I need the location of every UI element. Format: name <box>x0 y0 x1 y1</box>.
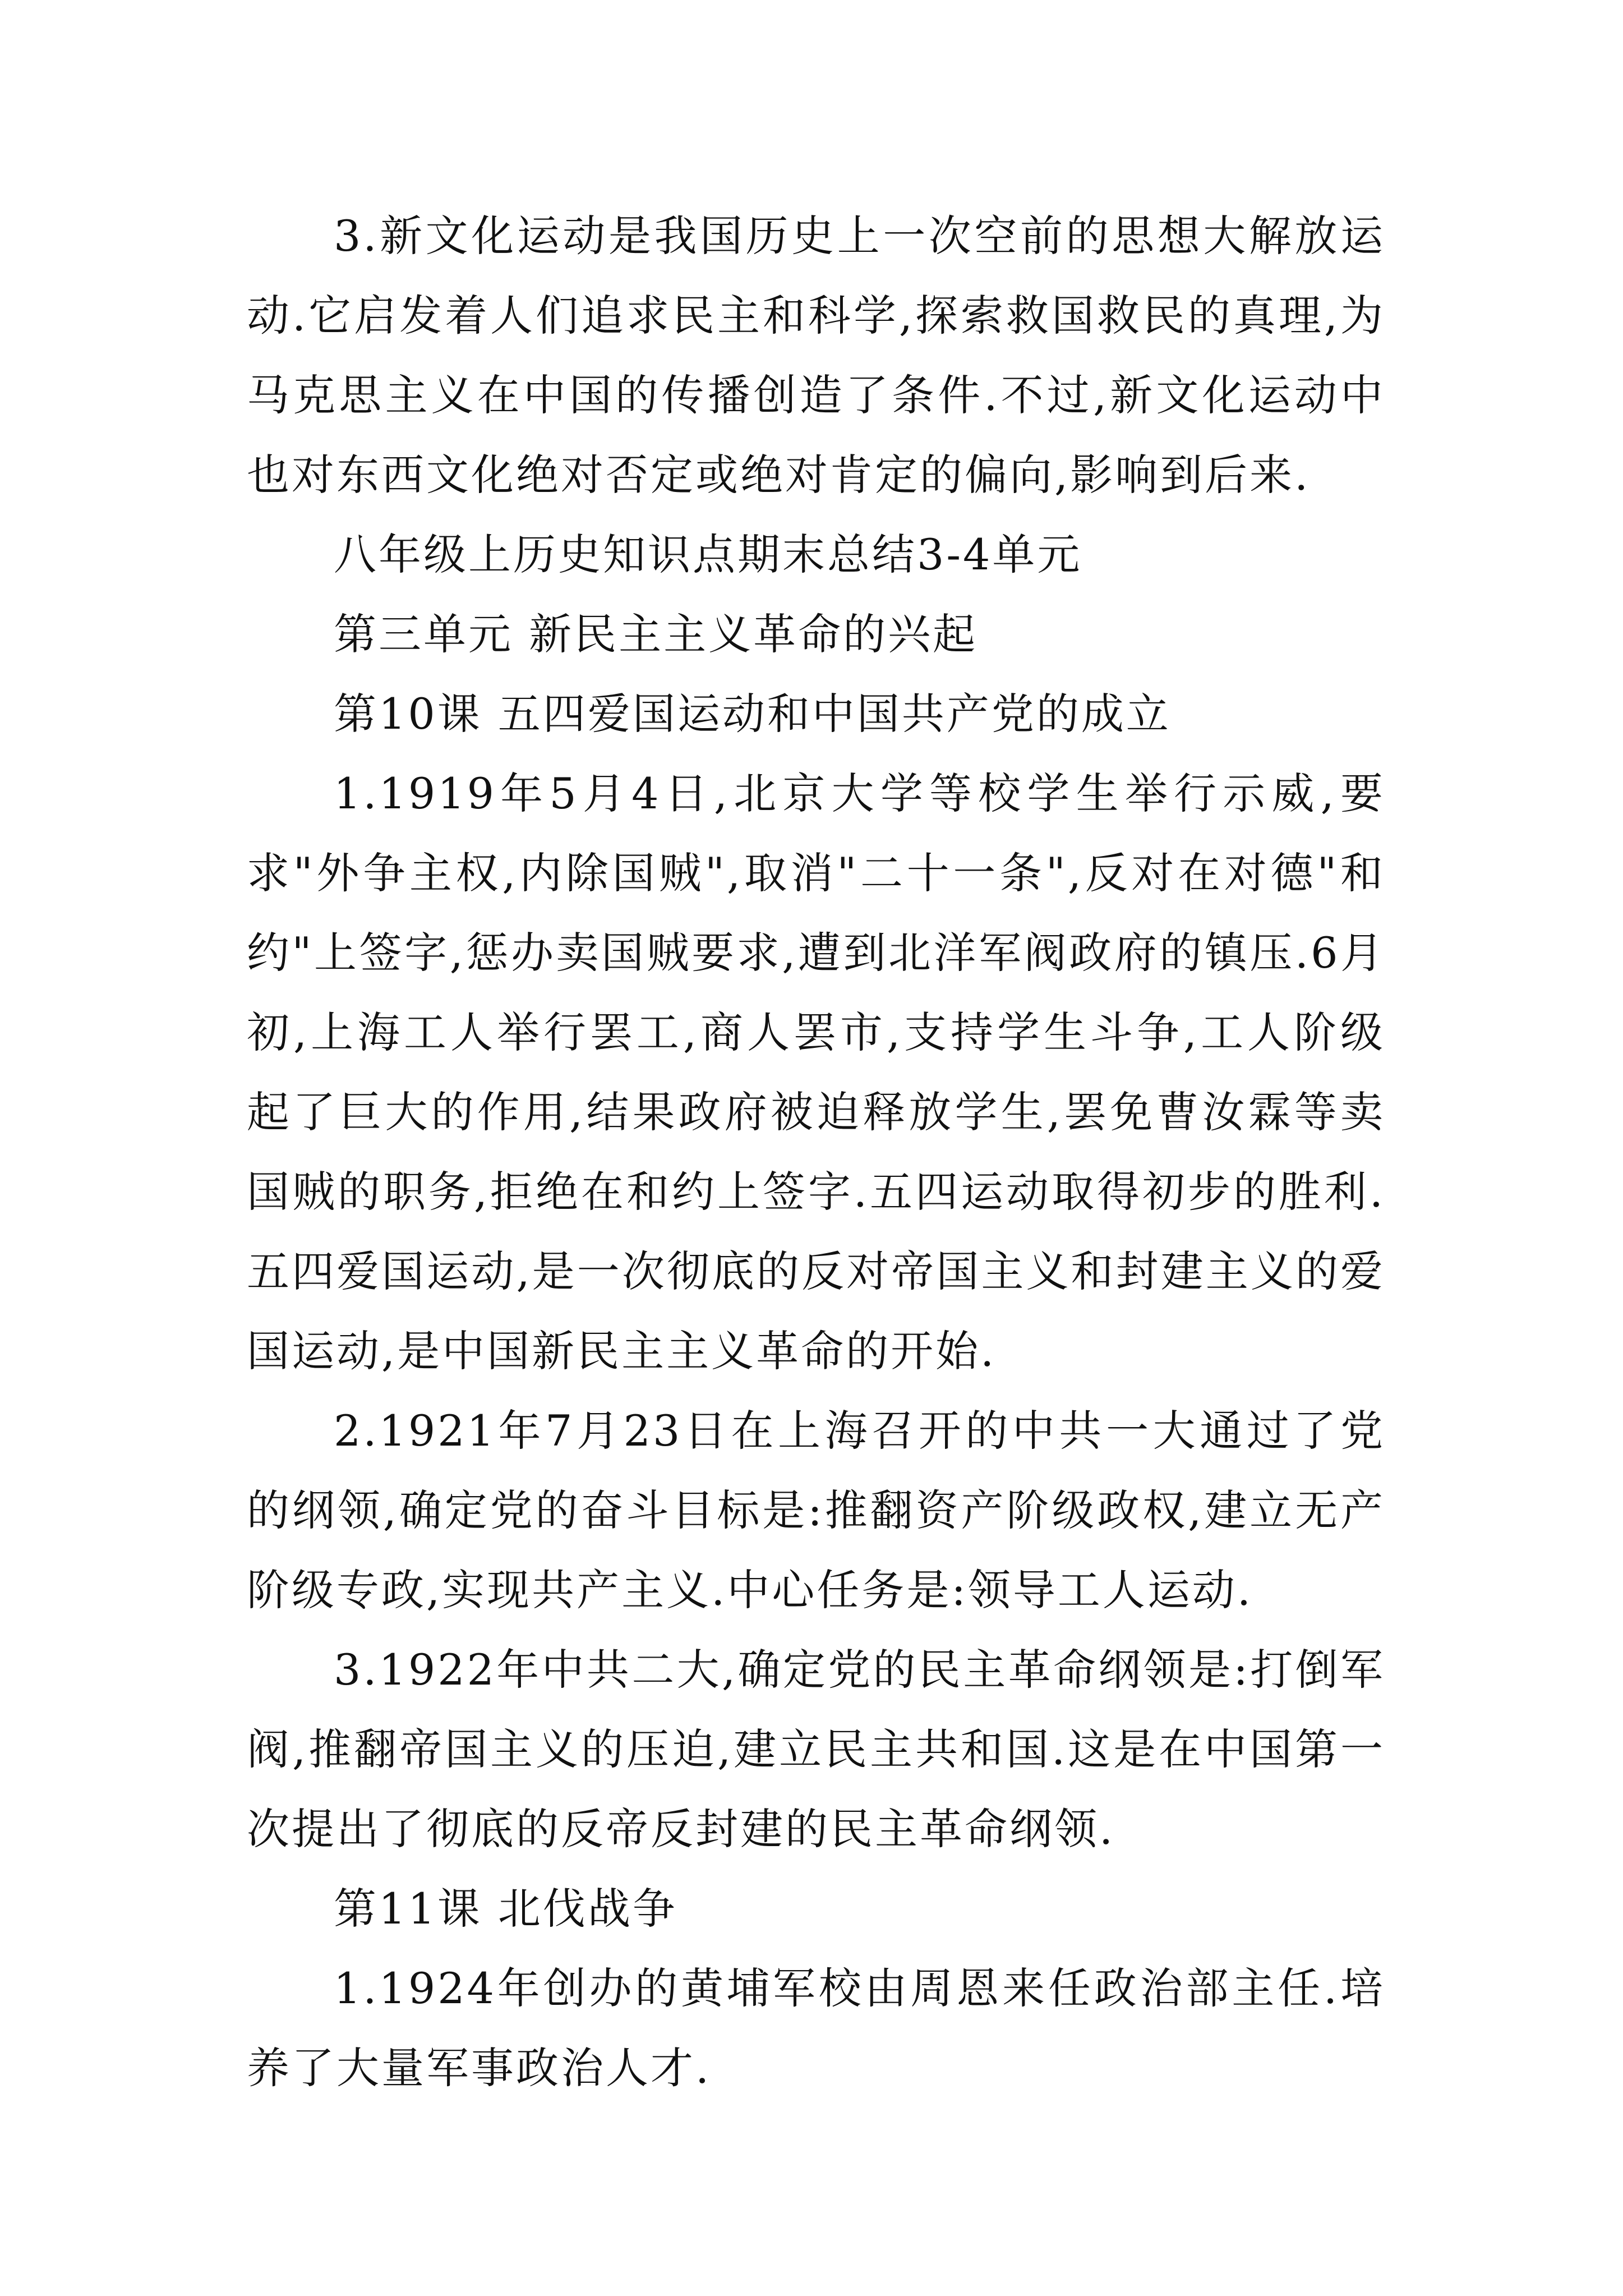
paragraph-whampoa-academy: 1.1924年创办的黄埔军校由周恩来任政治部主任.培养了大量军事政治人才. <box>247 1963 1385 2093</box>
paragraph-second-congress: 3.1922年中共二大,确定党的民主革命纲领是:打倒军阀,推翻帝国主义的压迫,建立民主共和国.这是在中国第一次提出了彻底的反帝反封建的民主革命纲领. <box>247 1645 1385 1854</box>
section-title: 八年级上历史知识点期末总结3-4单元 <box>334 530 1082 579</box>
paragraph-new-culture-movement: 3.新文化运动是我国历史上一次空前的思想大解放运动.它启发着人们追求民主和科学,探索救国救民的真理,为马克思主义在中国的传播创造了条件.不过,新文化运动中也对东西文化绝对否定或绝对肯定的偏向,影响到后来. <box>247 211 1385 500</box>
unit-title: 第三单元 新民主主义革命的兴起 <box>334 609 978 659</box>
document-body <box>247 196 1385 2108</box>
paragraph-first-congress: 2.1921年7月23日在上海召开的中共一大通过了党的纲领,确定党的奋斗目标是:推翻资产阶级政权,建立无产阶级专政,实现共产主义.中心任务是:领导工人运动. <box>247 1406 1385 1615</box>
paragraph-may-fourth-movement: 1.1919年5月4日,北京大学等校学生举行示威,要求"外争主权,内除国贼",取消"二十一条",反对在对德"和约"上签字,惩办卖国贼要求,遭到北洋军阀政府的镇压.6月初,上海工人举行罢工,商人罢市,支持学生斗争,工人阶级起了巨大的作用,结果政府被迫释放学生,罢免曹汝霖等卖国贼的职务,拒绝在和约上签字.五四运动取得初步的胜利.五四爱国运动,是一次彻底的反对帝国主义和封建主义的爱国运动,是中国新民主主义革命的开始. <box>247 769 1385 1376</box>
lesson-11-title: 第11课 北伐战争 <box>334 1884 677 1934</box>
lesson-10-title: 第10课 五四爱国运动和中国共产党的成立 <box>334 689 1171 739</box>
